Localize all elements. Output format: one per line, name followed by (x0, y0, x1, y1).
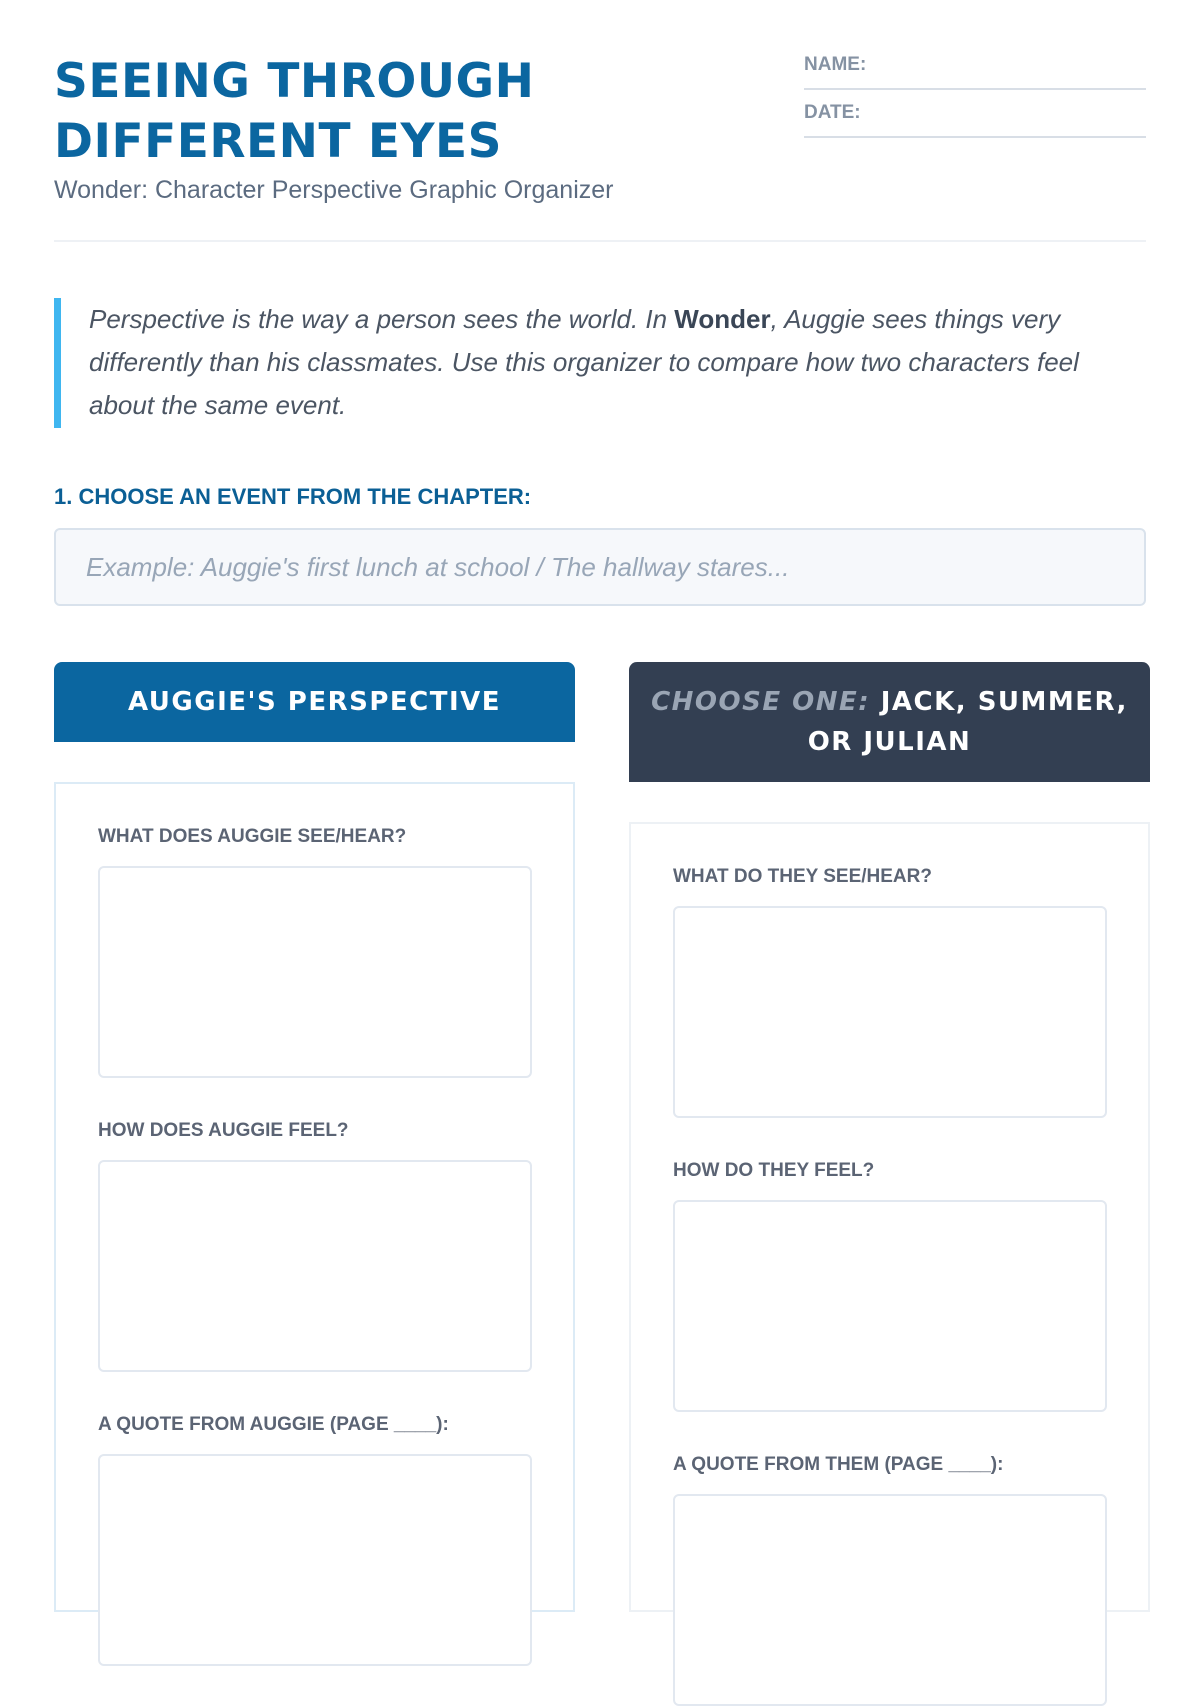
intro-book-title: Wonder (674, 304, 771, 334)
name-field[interactable] (804, 40, 1146, 90)
other-feel-label: HOW DO THEY FEEL? (673, 1160, 875, 1181)
header-divider (54, 240, 1146, 242)
date-field[interactable] (804, 88, 1146, 138)
event-placeholder: Example: Auggie's first lunch at school / The hallway stares... (86, 552, 790, 582)
other-character-header (629, 662, 1150, 782)
other-quote-box[interactable] (673, 1494, 1107, 1706)
auggie-quote-label: A QUOTE FROM AUGGIE (PAGE ____): (98, 1414, 449, 1435)
intro-text-start: Perspective is the way a person sees the world. In (89, 304, 675, 334)
other-see-hear-box[interactable] (673, 906, 1107, 1118)
other-quote-label: A QUOTE FROM THEM (PAGE ____): (673, 1454, 1004, 1475)
intro-callout (54, 298, 1153, 428)
event-label: 1. CHOOSE AN EVENT FROM THE CHAPTER: (54, 484, 532, 509)
character-choices: JACK, SUMMER, OR JULIAN (807, 687, 1128, 757)
date-label: DATE: (804, 102, 861, 123)
choose-one-label: CHOOSE ONE: (651, 687, 871, 717)
title-line-2: DIFFERENT EYES (54, 114, 502, 169)
other-feel-box[interactable] (673, 1200, 1107, 1412)
auggie-feel-box[interactable] (98, 1160, 532, 1372)
page-title (54, 52, 694, 172)
title-line-1: SEEING THROUGH (54, 54, 535, 109)
auggie-see-hear-label: WHAT DOES AUGGIE SEE/HEAR? (98, 826, 407, 847)
auggie-see-hear-box[interactable] (98, 866, 532, 1078)
name-label: NAME: (804, 54, 867, 75)
intro-text-end: , Auggie sees things very differently than his classmates. Use this organizer to compare how two characters feel about the same event. (89, 304, 1079, 420)
other-character-panel (629, 822, 1150, 1612)
other-see-hear-label: WHAT DO THEY SEE/HEAR? (673, 866, 932, 887)
page-subtitle: Wonder: Character Perspective Graphic Organizer (54, 176, 614, 204)
intro-text (89, 298, 1139, 427)
auggie-perspective-panel (54, 782, 575, 1612)
auggie-perspective-title: AUGGIE'S PERSPECTIVE (127, 687, 502, 717)
event-input[interactable] (54, 528, 1146, 606)
auggie-quote-box[interactable] (98, 1454, 532, 1666)
auggie-perspective-header (54, 662, 575, 742)
auggie-feel-label: HOW DOES AUGGIE FEEL? (98, 1120, 349, 1141)
